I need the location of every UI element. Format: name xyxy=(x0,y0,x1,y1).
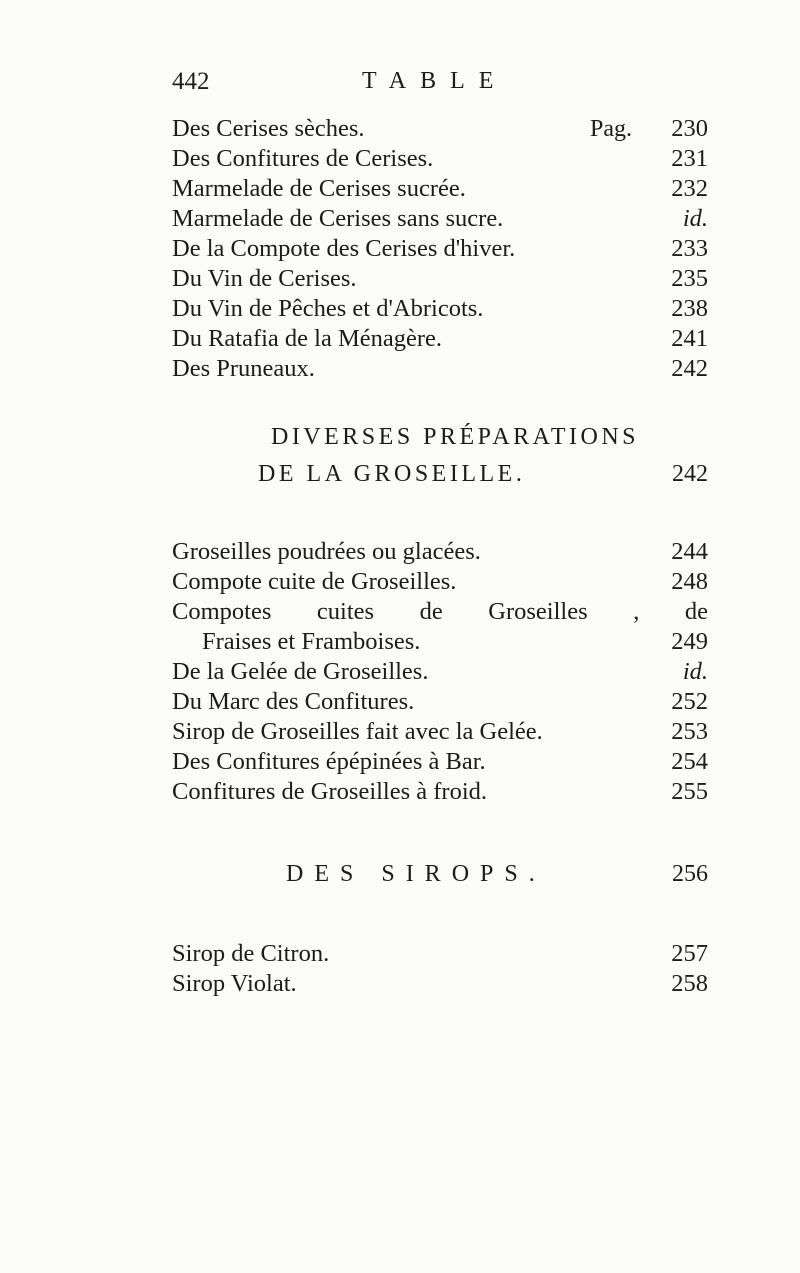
entry-page: 242 xyxy=(671,355,708,382)
entry-page: 230 xyxy=(671,115,708,142)
entry-page: 232 xyxy=(671,175,708,202)
toc-entry xyxy=(172,747,708,777)
page-number: 442 xyxy=(172,68,210,95)
toc-entry xyxy=(172,537,708,567)
entry-label: Marmelade de Cerises sans sucre. xyxy=(172,205,504,232)
section-heading-text: DE LA GROSEILLE. xyxy=(258,461,526,487)
toc-entry xyxy=(172,234,708,264)
entry-label: Du Ratafia de la Ménagère. xyxy=(172,325,443,352)
pag-label: Pag. xyxy=(590,116,632,142)
entry-label: De la Compote des Cerises d'hiver. xyxy=(172,235,516,262)
toc-entry xyxy=(172,144,708,174)
toc-entry xyxy=(172,687,708,717)
toc-entry xyxy=(172,777,708,807)
toc-entry xyxy=(172,294,708,324)
entry-word: cuites xyxy=(316,598,375,625)
entry-page: id. xyxy=(682,658,708,685)
entry-label: Du Vin de Pêches et d'Abricots. xyxy=(172,295,484,322)
entry-word: de xyxy=(419,598,443,625)
toc-entry xyxy=(172,264,708,294)
entry-word: , xyxy=(633,598,640,625)
section-page: 242 xyxy=(672,461,708,487)
entry-page: 253 xyxy=(671,718,708,745)
entry-label: Fraises et Framboises. xyxy=(202,628,421,655)
entry-label: Sirop de Groseilles fait avec la Gelée. xyxy=(172,718,543,745)
entry-word: de xyxy=(684,598,708,625)
entry-page: 249 xyxy=(671,628,708,655)
section-heading-line2 xyxy=(172,457,708,491)
toc-entry xyxy=(172,567,708,597)
toc-group-cerises xyxy=(172,114,708,384)
entry-page: 244 xyxy=(671,538,708,565)
toc-entry xyxy=(172,969,708,999)
entry-label: Des Pruneaux. xyxy=(172,355,315,382)
entry-page: 258 xyxy=(671,970,708,997)
entry-label: Groseilles poudrées ou glacées. xyxy=(172,538,481,565)
toc-page xyxy=(172,68,708,999)
entry-label: Confitures de Groseilles à froid. xyxy=(172,778,488,805)
toc-entry xyxy=(172,354,708,384)
entry-label: Du Vin de Cerises. xyxy=(172,265,357,292)
entry-page: 233 xyxy=(671,235,708,262)
entry-label: Sirop Violat. xyxy=(172,970,297,997)
entry-label: De la Gelée de Groseilles. xyxy=(172,658,429,685)
entry-page: 241 xyxy=(671,325,708,352)
toc-entry xyxy=(172,657,708,687)
entry-label: Compote cuite de Groseilles. xyxy=(172,568,457,595)
section-heading xyxy=(172,857,708,891)
entry-label xyxy=(172,597,708,627)
toc-entry xyxy=(172,174,708,204)
toc-entry xyxy=(172,324,708,354)
entry-page: 257 xyxy=(671,940,708,967)
entry-page: 255 xyxy=(671,778,708,805)
toc-entry xyxy=(172,114,708,144)
toc-entry xyxy=(172,204,708,234)
entry-label: Marmelade de Cerises sucrée. xyxy=(172,175,466,202)
toc-entry xyxy=(172,717,708,747)
section-heading-text: DES SIROPS. xyxy=(286,861,546,887)
entry-page: 231 xyxy=(671,145,708,172)
page-header xyxy=(172,68,708,114)
entry-label: Des Cerises sèches. xyxy=(172,115,365,142)
entry-page: 252 xyxy=(671,688,708,715)
entry-page: id. xyxy=(682,205,708,232)
entry-label: Des Confitures de Cerises. xyxy=(172,145,434,172)
toc-entry xyxy=(172,627,708,657)
toc-entry xyxy=(172,939,708,969)
toc-entry-wrapped xyxy=(172,597,708,627)
entry-page: 235 xyxy=(671,265,708,292)
section-page: 256 xyxy=(672,861,708,887)
toc-group-groseille xyxy=(172,537,708,807)
entry-word: Groseilles xyxy=(488,598,588,625)
entry-word: Compotes xyxy=(172,598,272,625)
entry-label: Du Marc des Confitures. xyxy=(172,688,415,715)
entry-page: 248 xyxy=(671,568,708,595)
toc-group-sirops xyxy=(172,939,708,999)
entry-page: 254 xyxy=(671,748,708,775)
entry-label: Des Confitures épépinées à Bar. xyxy=(172,748,486,775)
section-heading: DIVERSES PRÉPARATIONS xyxy=(270,424,639,450)
running-title: TABLE xyxy=(362,68,508,94)
entry-label: Sirop de Citron. xyxy=(172,940,330,967)
entry-page: 238 xyxy=(671,295,708,322)
